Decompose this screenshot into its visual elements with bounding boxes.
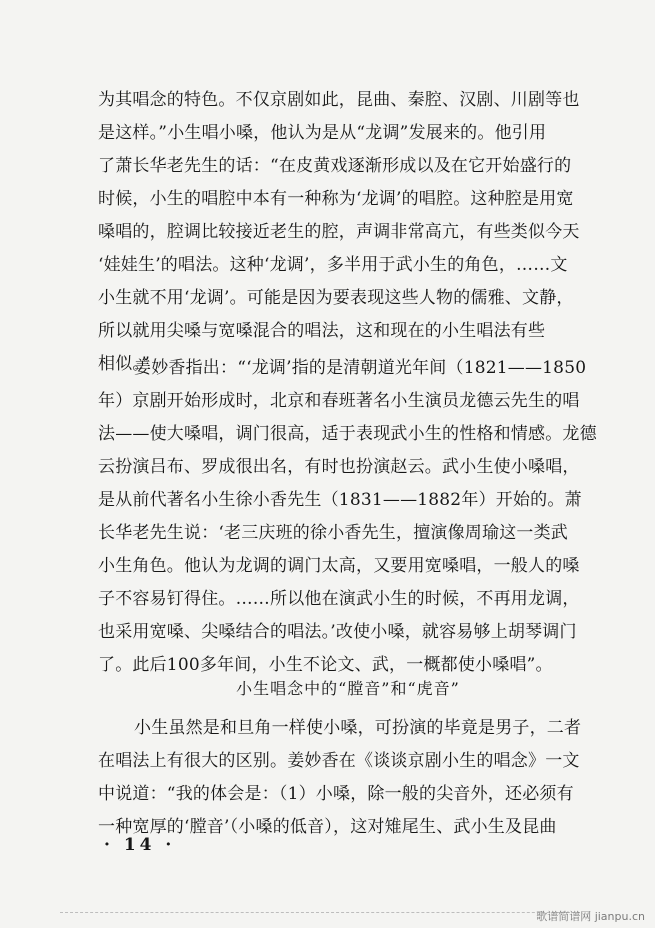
text-line: 在唱法上有很大的区别。姜妙香在《谈谈京剧小生的唱念》一文	[98, 751, 580, 771]
section-heading: 小生唱念中的“膛音”和“虎音”	[236, 679, 460, 698]
scan-edge-divider	[60, 912, 580, 916]
paragraph-section-body	[98, 712, 598, 844]
text-line: 所以就用尖嗓与宽嗓混合的唱法，这和现在的小生唱法有些	[98, 321, 546, 341]
text-line: 年）京剧开始形成时，北京和春班著名小生演员龙德云先生的唱	[98, 391, 580, 411]
text-line: 是这样。”小生唱小嗓，他认为是从“龙调”发展来的。他引用	[98, 123, 547, 143]
text-line: 法——使大嗓唱，调门很高，适于表现武小生的性格和情感。龙德	[98, 424, 597, 444]
text-line: 嗓唱的，腔调比较接近老生的腔，声调非常高亢，有些类似今天	[98, 222, 580, 242]
text-line: 长华老先生说：‘老三庆班的徐小香先生，擅演像周瑜这一类武	[98, 523, 569, 543]
text-line: 小生就不用‘龙调’。可能是因为要表现这些人物的儒雅、文静，	[98, 288, 574, 308]
text-line: 是从前代著名小生徐小香先生（1831——1882年）开始的。萧	[98, 490, 582, 510]
text-line: 子不容易钉得住。……所以他在演武小生的时候，不再用龙调，	[98, 589, 580, 609]
text-line: 中说道：“我的体会是：（1）小嗓，除一般的尖音外，还必须有	[98, 784, 574, 804]
paragraph-continuation	[98, 84, 598, 381]
text-line: 相似。”	[98, 354, 150, 374]
text-line: 也采用宽嗓、尖嗓结合的唱法。’改使小嗓，就容易够上胡琴调门	[98, 622, 577, 642]
text-line: 时候，小生的唱腔中本有一种称为‘龙调’的唱腔。这种腔是用宽	[98, 189, 574, 209]
text-line: 小生角色。他认为龙调的调门太高，又要用宽嗓唱，一般人的嗓	[98, 556, 580, 576]
text-line: 了。此后100多年间，小生不论文、武，一概都使小嗓唱”。	[98, 655, 553, 675]
page-number: · 14 ·	[104, 835, 176, 855]
watermark: 歌谱简谱网 jianpu.cn	[536, 910, 645, 923]
text-line: 姜妙香指出：“‘龙调’指的是清朝道光年间（1821——1850	[134, 358, 587, 378]
text-line: 小生虽然是和旦角一样使小嗓，可扮演的毕竟是男子，二者	[134, 718, 582, 738]
text-line: 一种宽厚的‘膛音’（小嗓的低音），这对雉尾生、武小生及昆曲	[98, 817, 557, 837]
text-line: 为其唱念的特色。不仅京剧如此，昆曲、秦腔、汉剧、川剧等也	[98, 90, 580, 110]
paragraph-jiang-miaoxiang	[98, 352, 598, 682]
text-line: 了萧长华老先生的话：“在皮黄戏逐渐形成以及在它开始盛行的	[98, 156, 572, 176]
text-line: ‘娃娃生’的唱法。这种‘龙调’，多半用于武小生的角色，……文	[98, 255, 568, 275]
text-line: 云扮演吕布、罗成很出名，有时也扮演赵云。武小生使小嗓唱，	[98, 457, 580, 477]
